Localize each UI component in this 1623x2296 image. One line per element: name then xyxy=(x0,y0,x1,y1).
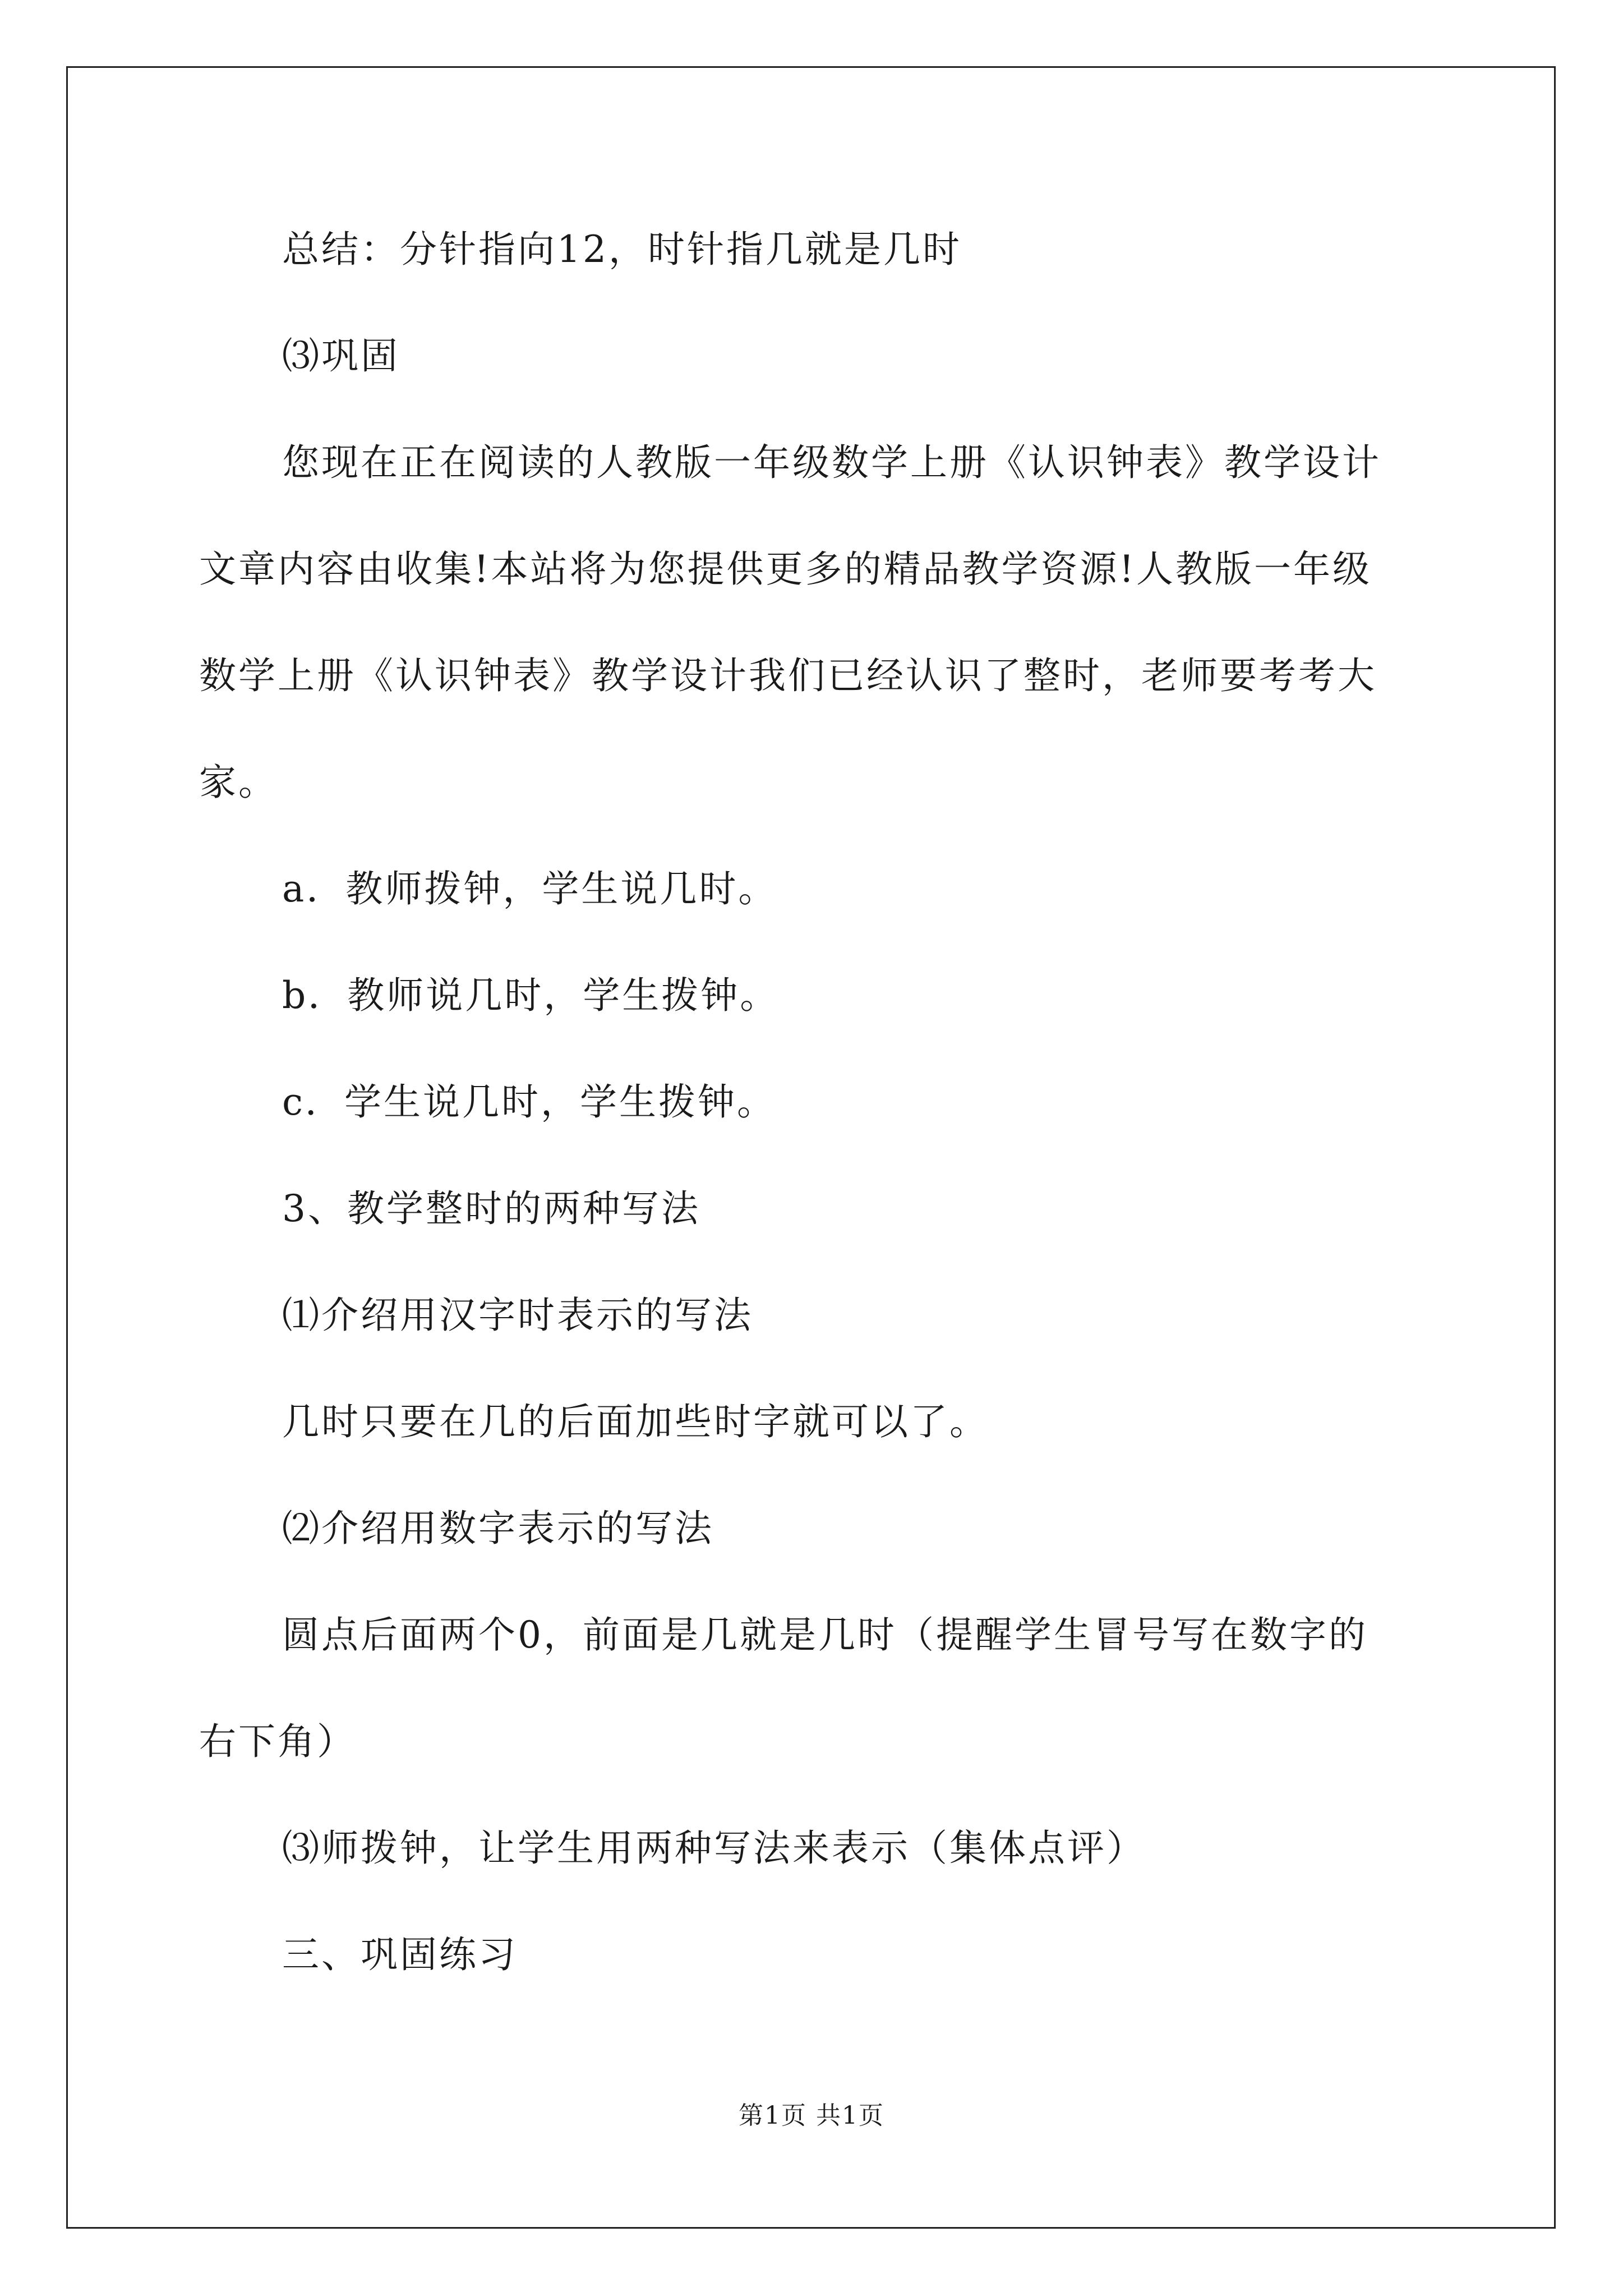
paragraph-text: 圆点后面两个0，前面是几就是几时（提醒学生冒号写在数字的 xyxy=(282,1613,1368,1657)
paragraph-text: 家。 xyxy=(199,761,278,804)
page-footer: 第1页 共1页 xyxy=(739,2101,884,2130)
subheading-2: ⑵介绍用数字表示的写法 xyxy=(282,1507,714,1550)
list-item-b: b．教师说几时，学生拨钟。 xyxy=(282,974,780,1017)
section-heading-practice: 三、巩固练习 xyxy=(282,1933,518,1976)
list-item-c: c．学生说几时，学生拨钟。 xyxy=(282,1080,776,1124)
paragraph-text: 几时只要在几的后面加些时字就可以了。 xyxy=(282,1400,989,1443)
list-item-a: a．教师拨钟，学生说几时。 xyxy=(282,867,778,910)
subheading-3: ⑶师拨钟，让学生用两种写法来表示（集体点评） xyxy=(282,1826,1146,1870)
paragraph-summary: 总结：分针指向12，时针指几就是几时 xyxy=(282,228,962,271)
paragraph-text: 文章内容由收集!本站将为您提供更多的精品教学资源!人教版一年级 xyxy=(199,547,1372,591)
paragraph-heading-consolidate: ⑶巩固 xyxy=(282,334,400,378)
paragraph-text: 您现在正在阅读的人教版一年级数学上册《认识钟表》教学设计 xyxy=(282,441,1381,484)
paragraph-text: 右下角） xyxy=(199,1720,356,1763)
subheading-1: ⑴介绍用汉字时表示的写法 xyxy=(282,1294,753,1337)
page-border xyxy=(66,66,1556,2229)
section-heading-3: 3、教学整时的两种写法 xyxy=(282,1187,700,1230)
paragraph-text: 数学上册《认识钟表》教学设计我们已经认识了整时，老师要考考大 xyxy=(199,654,1377,697)
